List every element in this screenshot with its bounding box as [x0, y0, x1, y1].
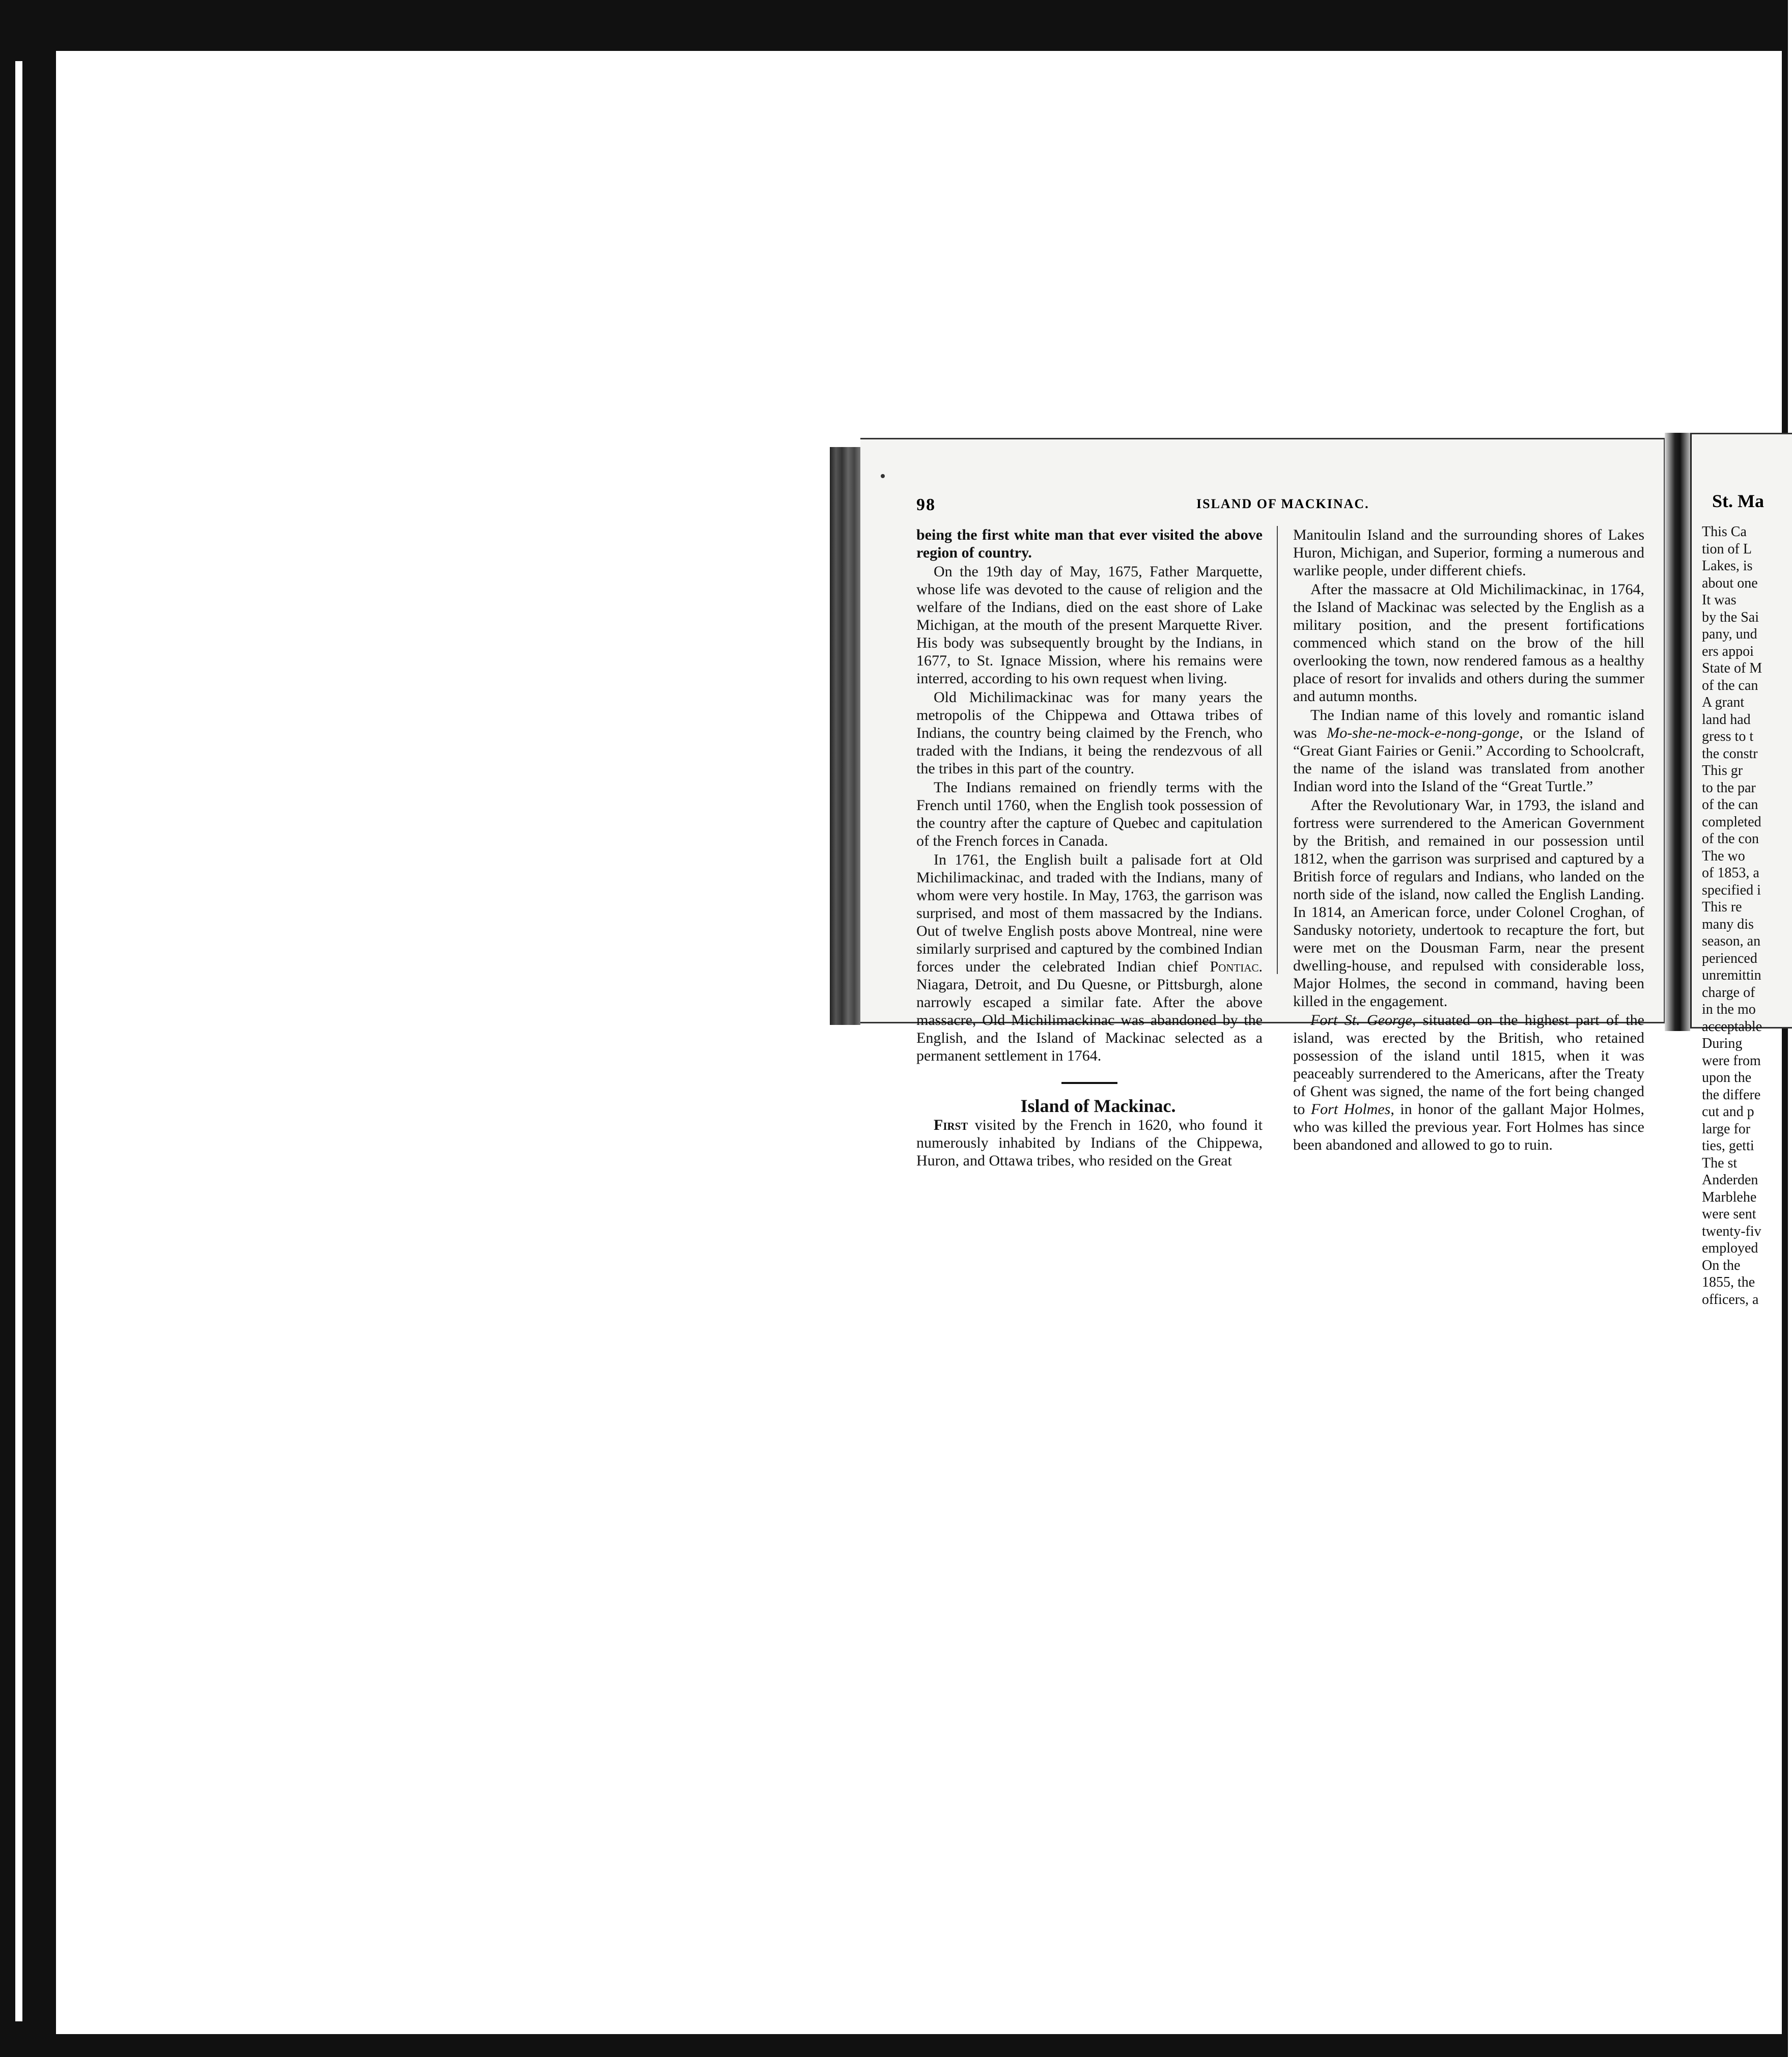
paragraph: Manitoulin Island and the surrounding shores of Lakes Huron, Michigan, and Superior, forming a numerous and warlike people, under different chiefs.: [1293, 526, 1644, 579]
paragraph: The Indians remained on friendly terms with the French until 1760, when the English took possession of the country after the capture of Quebec and capitulation of the French forces in Canada.: [916, 779, 1263, 849]
right-page-line: employed: [1702, 1240, 1758, 1256]
right-page-line: in the mo: [1702, 1002, 1756, 1017]
film-border-left: [0, 0, 56, 2057]
film-edge-strip: [15, 61, 22, 2021]
right-page-line: State of M: [1702, 660, 1762, 676]
right-page-line: about one: [1702, 575, 1758, 591]
paragraph: [916, 851, 1263, 1065]
right-page-line: specified i: [1702, 882, 1761, 898]
text-column-1: [916, 526, 1263, 1171]
right-page-line: of 1853, a: [1702, 865, 1759, 881]
film-border-right: [1782, 0, 1788, 2057]
right-page-heading: St. Ma: [1712, 491, 1764, 511]
right-page-line: the constr: [1702, 745, 1758, 762]
paragraph-text: , in honor of the gallant Major Holmes, who was killed the previous year. Fort Holmes has since been abandoned and allowed to go to ruin.: [1293, 1101, 1644, 1153]
paragraph: Old Michilimackinac was for many years the metropolis of the Chippewa and Ottawa tribes of Indians, the country being claimed by the French, who traded with the Indians, it being the rendezvous of all the tribes in this part of the country.: [916, 689, 1263, 777]
right-page-line: This gr: [1702, 763, 1743, 779]
section-divider: [1061, 1082, 1117, 1084]
right-page-line: During: [1702, 1036, 1743, 1051]
fort-name: Fort Holmes: [1310, 1101, 1391, 1118]
right-page-line: tion of L: [1702, 541, 1752, 557]
paragraph-text: In 1761, the English built a palisade fort at Old Michilimackinac, and traded with the Indians, many of whom were very hostile. In May, 1763, the garrison was surprised, and most of them massacred by the Indians. Out of twelve English posts above Montreal, nine were similarly surprised and captured by the combined Indian forces under the celebrated Indian chief: [916, 851, 1263, 975]
paragraph: After the massacre at Old Michilimackinac, in 1764, the Island of Mackinac was selected by the English as a military position, and the present fortifications commenced which stand on the brow of the hill overlooking the town, now rendered famous as a healthy place of resort for invalids and others during the summer and autumn months.: [1293, 581, 1644, 705]
right-page-line: Marblehe: [1702, 1189, 1757, 1205]
right-page-line: the differe: [1702, 1087, 1761, 1103]
right-page-line: ties, getti: [1702, 1138, 1754, 1154]
right-page-line: many dis: [1702, 916, 1754, 932]
right-page-line: Lakes, is: [1702, 558, 1753, 574]
paragraph: On the 19th day of May, 1675, Father Marquette, whose life was devoted to the cause of religion and the welfare of the Indians, died on the east shore of Lake Michigan, at the mouth of the present Marquette River. His body was subsequently brought by the Indians, in 1677, to St. Ignace Mission, where his remains were interred, according to his own request when living.: [916, 563, 1263, 687]
speck: [881, 474, 885, 478]
right-page-text: [1702, 523, 1762, 1308]
right-page: [1690, 433, 1792, 1308]
right-page-line: land had: [1702, 711, 1751, 728]
paragraph-text: . Niagara, Detroit, and Du Quesne, or Pittsburgh, alone narrowly escaped a similar fate. After the above massacre, Old Michilimackinac was abandoned by the English, and the Island of Mackinac selected as a permanent settlement in 1764.: [916, 958, 1263, 1064]
text-column-2: [1293, 526, 1644, 1155]
paragraph: After the Revolutionary War, in 1793, the island and fortress were surrendered to the American Government by the British, and remained in our possession until 1812, when the garrison was surprised and captured by a British force of regulars and Indians, who landed on the north side of the island, now called the English Landing. In 1814, an American force, under Colonel Croghan, of Sandusky notoriety, undertook to recapture the fort, but were met on the Dousman Farm, near the present dwelling-house, and repulsed with considerable loss, Major Holmes, the second in command, having been killed in the engagement.: [1293, 797, 1644, 1010]
column-rule: [1277, 526, 1278, 974]
right-page-line: upon the: [1702, 1070, 1752, 1086]
right-page-line: gress to t: [1702, 729, 1754, 744]
film-border-top: [0, 0, 1788, 51]
right-page-line: of the con: [1702, 831, 1759, 847]
right-page-line: season, an: [1702, 933, 1761, 949]
right-page-line: This Ca: [1702, 524, 1747, 540]
right-page-line: unremittin: [1702, 967, 1761, 983]
right-page-line: officers, a: [1702, 1291, 1759, 1308]
right-page-line: acceptable: [1702, 1018, 1762, 1035]
running-title: ISLAND OF MACKINAC.: [1196, 496, 1369, 511]
right-page-line: cut and p: [1702, 1104, 1754, 1120]
paragraph-text: , or the Island of “Great Giant Fairies or Genii.” According to Schoolcraft, the name of the island was translated from another Indian word into the Island of the “Great Turtle.”: [1293, 725, 1644, 795]
right-page-line: A grant: [1702, 694, 1745, 710]
paragraph-text: visited by the French in 1620, who found it numerously inhabited by Indians of the Chippewa, Huron, and Ottawa tribes, who resided on the Great: [916, 1117, 1263, 1169]
paragraph: [916, 1116, 1263, 1170]
paragraph: [1293, 1011, 1644, 1154]
right-page-line: by the Sai: [1702, 609, 1759, 625]
right-page-line: On the: [1702, 1257, 1741, 1273]
right-page-line: were from: [1702, 1052, 1761, 1069]
book-gutter: [1665, 433, 1690, 1031]
right-page-line: It was: [1702, 592, 1737, 608]
page-edges-left: [830, 447, 860, 1025]
right-page-line: perienced: [1702, 950, 1757, 966]
right-page-line: large for: [1702, 1121, 1751, 1137]
right-page-line: twenty-fiv: [1702, 1223, 1761, 1239]
right-page-line: Anderden: [1702, 1172, 1758, 1188]
open-book: [830, 433, 1788, 1308]
paragraph-text: The Indian name of this lovely and romantic island was: [1293, 707, 1644, 741]
right-page-line: The wo: [1702, 848, 1745, 864]
right-page-line: charge of: [1702, 984, 1755, 1000]
right-page-line: were sent: [1702, 1206, 1756, 1222]
right-page-line: The st: [1702, 1155, 1738, 1171]
right-page-line: of the can: [1702, 797, 1758, 813]
paragraph: being the first white man that ever visited the above region of country.: [916, 526, 1263, 561]
right-page-line: This re: [1702, 899, 1742, 915]
paragraph-text: , situated on the highest part of the island, was erected by the British, who retained possession of the island until 1815, when it was peaceably surrendered to the Americans, after the Treaty of Ghent was signed, the name of the fort being changed to: [1293, 1012, 1645, 1118]
left-page: [860, 438, 1665, 1169]
right-page-line: of the can: [1702, 677, 1758, 693]
paragraph: [1293, 706, 1644, 795]
section-heading: Island of Mackinac.: [1020, 1096, 1176, 1116]
first-word: First: [934, 1117, 968, 1133]
fort-name: Fort St. George: [1310, 1012, 1412, 1028]
right-page-line: completed: [1702, 814, 1761, 830]
page-number: 98: [916, 495, 936, 514]
right-page-line: 1855, the: [1702, 1274, 1755, 1290]
right-page-line: to the par: [1702, 780, 1756, 796]
pontiac-name: Pontiac: [1210, 958, 1259, 975]
right-page-line: ers appoi: [1702, 643, 1754, 659]
film-border-bottom: [0, 2034, 1788, 2057]
right-page-line: pany, und: [1702, 626, 1757, 642]
indian-name: Mo-she-ne-mock-e-nong-gonge: [1327, 725, 1520, 741]
